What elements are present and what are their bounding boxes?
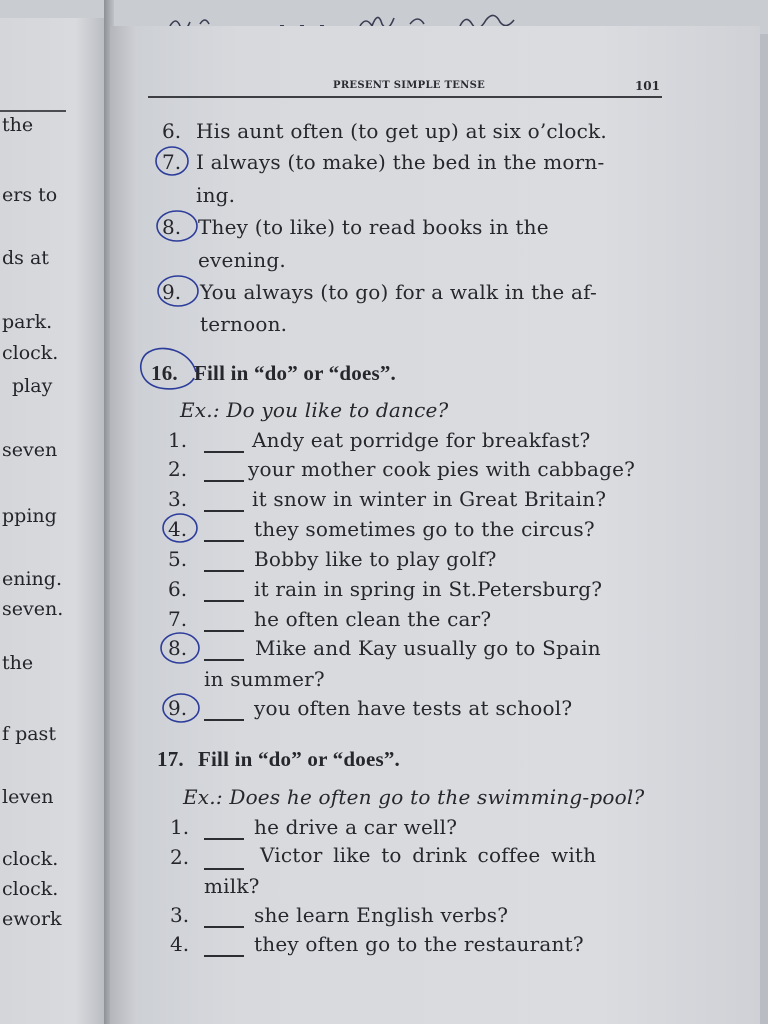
item-text: it snow in winter in Great Britain? — [252, 487, 607, 511]
left-page-fragment: ds at — [2, 247, 49, 269]
exercise-title: Fill in “do” or “does”. — [194, 361, 396, 385]
item-text: Bobby like to play golf? — [254, 547, 497, 571]
left-page-fragment: play — [12, 375, 53, 397]
exercise-example: Ex.: Does he often go to the swimming-pool? — [183, 785, 645, 809]
sentence-line: You always (to go) for a walk in the af- — [200, 280, 597, 304]
item-text-continuation: in summer? — [204, 667, 325, 691]
left-page-fragment: ers to — [2, 184, 58, 206]
item-number: 4. — [168, 517, 188, 541]
sentence-line: They (to like) to read books in the — [198, 215, 549, 239]
item-text: they often go to the restaurant? — [254, 932, 584, 956]
item-text: Victor like to drink coffee with — [260, 843, 597, 867]
left-page-fragment: the — [2, 652, 34, 674]
item-number: 6. — [162, 119, 182, 143]
left-page-fragment: clock. — [2, 878, 59, 900]
item-number: 9. — [168, 696, 188, 720]
running-title: PRESENT SIMPLE TENSE — [333, 80, 486, 91]
item-text: they sometimes go to the circus? — [254, 517, 595, 541]
left-page-fragment: leven — [2, 786, 54, 808]
item-number: 4. — [170, 932, 190, 956]
exercise-number: 16. — [151, 361, 178, 385]
pen-circle-8 — [157, 211, 197, 241]
left-page-fragment: clock. — [2, 848, 59, 870]
item-text: your mother cook pies with cabbage? — [248, 457, 636, 481]
left-page-fragment: the — [2, 114, 34, 136]
left-page-fragment: clock. — [2, 342, 59, 364]
exercise-number: 17. — [157, 747, 184, 771]
item-number: 3. — [170, 903, 190, 927]
pen-circle-7 — [156, 147, 188, 175]
sentence-line: ing. — [196, 183, 236, 207]
exercise-title: Fill in “do” or “does”. — [198, 747, 400, 771]
item-text: you often have tests at school? — [254, 696, 573, 720]
pen-circle-16-item4 — [163, 514, 197, 542]
item-text: he drive a car well? — [254, 815, 458, 839]
pen-circle-16-item9 — [163, 694, 199, 722]
item-number: 8. — [162, 215, 182, 239]
item-number: 8. — [168, 636, 188, 660]
item-number: 2. — [168, 457, 188, 481]
item-number: 6. — [168, 577, 188, 601]
item-number: 7. — [162, 150, 182, 174]
left-page-fragment: seven — [2, 439, 58, 461]
sentence-line: His aunt often (to get up) at six o’clock. — [196, 119, 607, 143]
page-number: 101 — [634, 79, 660, 93]
left-page-fragment: f past — [2, 723, 56, 745]
item-number: 7. — [168, 607, 188, 631]
item-text: Andy eat porridge for breakfast? — [252, 428, 591, 452]
exercise-example: Ex.: Do you like to dance? — [180, 398, 449, 422]
item-text: it rain in spring in St.Petersburg? — [254, 577, 603, 601]
item-number: 1. — [170, 815, 190, 839]
sentence-line: ternoon. — [200, 312, 288, 336]
left-page-fragment: pping — [2, 505, 57, 527]
pen-circle-16-item8 — [161, 633, 199, 663]
item-number: 2. — [170, 845, 190, 869]
item-text: he often clean the car? — [254, 607, 492, 631]
item-text: she learn English verbs? — [254, 903, 509, 927]
pen-circle-16 — [141, 348, 196, 388]
left-page-fragment: park. — [2, 311, 53, 333]
item-number: 3. — [168, 487, 188, 511]
left-page-fragment: seven. — [2, 598, 64, 620]
sentence-line: I always (to make) the bed in the morn- — [196, 150, 605, 174]
pen-circle-9 — [158, 276, 198, 306]
item-number: 5. — [168, 547, 188, 571]
item-number: 9. — [162, 280, 182, 304]
item-text-continuation: milk? — [204, 874, 260, 898]
sentence-line: evening. — [198, 248, 286, 272]
left-page-fragment: ework — [2, 908, 62, 930]
left-page-fragment: ening. — [2, 568, 62, 590]
item-text: Mike and Kay usually go to Spain — [255, 636, 601, 660]
item-number: 1. — [168, 428, 188, 452]
